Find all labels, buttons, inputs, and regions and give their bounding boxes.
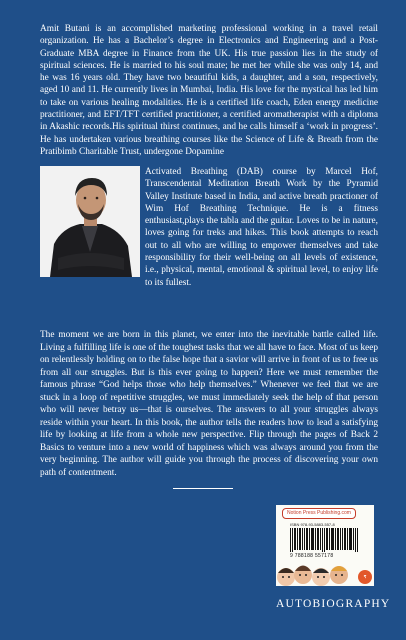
price-badge: ₹	[358, 570, 372, 584]
author-photo	[40, 166, 140, 277]
book-blurb: The moment we are born in this planet, we enter into the inevitable battle called life. Living a fulfilling life is one of the toughest tasks that we all have to face. Most of us keep on relentlessly holding on to the false hope that a savior will arrive in front of us to free us from all our struggles. But is this ever going to happen? Here we must remember the famous phrase “God helps those who help themselves.” Whenever we feel that we are stuck in a loop of repetitive struggles, we must immediately seek the help of that person who will never betray us—that is ourselves. The answers to all your struggles always reside within your heart. In this book, the author tells the readers how to lead a satisfying life by looking at life from a whole new perspective. Flip through the pages of Back 2 Basics to venture into a new world of happiness which was always around you from the very beginning. The author will guide you through the process of discovering your own path of contentment.	[40, 330, 378, 478]
author-bio-top: Amit Butani is an accomplished marketing professional working in a travel retail organization. He has a Bachelor’s degree in Electronics and Engineering and a Post-Graduate MBA degree in Finance from the UK. His true passion lies in the study of spiritual sciences. He is married to his soul mate; he met her while she was only 14, and he was 16 years old. They have two beautiful kids, a daughter, and a son, respectively, aged 10 and 11. He currently lives in Mumbai, India. His love for the mystical has led him to take on various healing modalities. He is a certified life coach, Eden energy medicine practitioner, and EFT/TFT certified practitioner, a certified aromatherapist with a diploma in Akashic records.His spiritual thirst continues, and he calls himself a ‘work in progress’. He has undertaken various breathing courses like the Science of Life & Breath from the Pratibimb Charitable Trust, undergone Dopamine	[40, 24, 378, 157]
isbn-label: ISBN 978-93-5883-557-8	[290, 522, 335, 527]
barcode-icon	[290, 528, 360, 552]
author-portrait-image	[40, 166, 140, 277]
section-divider	[173, 488, 233, 489]
publisher-banner: Notion Press Publishing.com	[282, 508, 356, 519]
barcode-sticker	[276, 505, 374, 586]
author-bio-wrap: Activated Breathing (DAB) course by Marcel Hof, Transcendental Meditation Breath Work by the Pyramid Valley Institute based in India, and active breath practioner of Wim Hof Breathing Technique. He is a fitness enthusiast,plays the tabla and the guitar. Loves to be in nature, loves going for treks and hikes. This book attempts to reach out to all who are willing to empower themselves and take responsibility for their well-being on all levels of existence, i.e., physical, mental, emotional & spiritual level, to enjoy life to its fullest.	[145, 167, 378, 288]
genre-label: AUTOBIOGRAPHY	[276, 598, 391, 610]
isbn-number: 9 788188 557178	[290, 553, 334, 559]
